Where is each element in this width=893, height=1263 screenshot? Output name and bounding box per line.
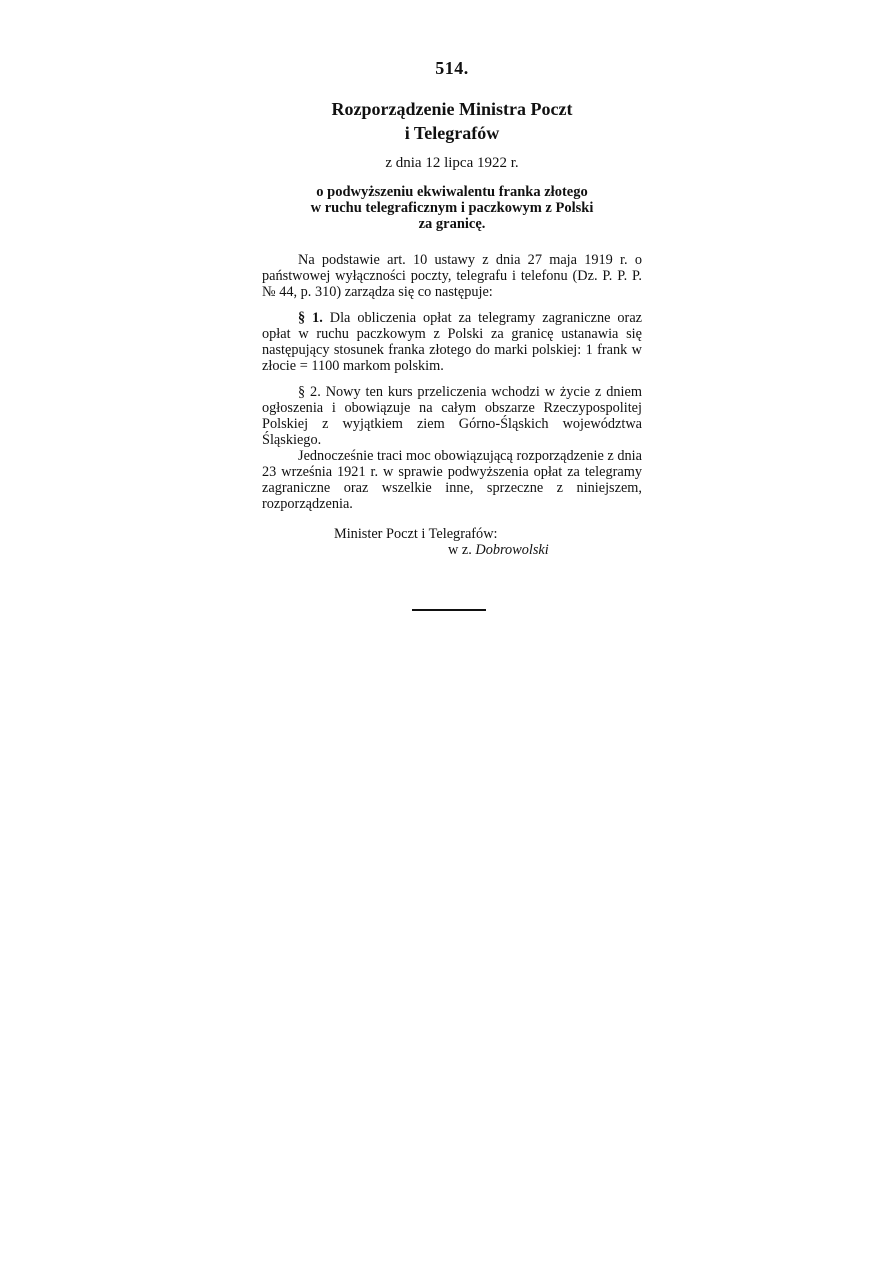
signature-signer <box>262 542 642 558</box>
section-2-paragraph-2: Jednocześnie traci moc obowiązującą rozporządzenie z dnia 23 września 1921 r. w sprawie podwyższenia opłat za telegramy zagraniczne oraz wszelkie inne, sprzeczne z niniejszem, rozporządzenia. <box>262 448 642 512</box>
section-2-label: § 2. <box>298 384 321 400</box>
closing-rule <box>412 609 486 611</box>
section-2-text: Nowy ten kurs przeliczenia wchodzi w życie z dniem ogłoszenia i obowiązuje na całym obszarze Rzeczypospolitej Polskiej z wyjątkiem ziem Górno-Śląskich województwa Śląskiego. <box>262 384 642 448</box>
subject-line1: o podwyższeniu ekwiwalentu franka złotego <box>316 184 588 200</box>
document-page <box>262 58 642 558</box>
signature-block <box>262 526 642 558</box>
document-number: 514. <box>435 58 469 78</box>
document-date: z dnia 12 lipca 1922 r. <box>385 155 519 171</box>
document-subject <box>262 184 642 232</box>
section-2-paragraph <box>262 384 642 448</box>
signature-name: Dobrowolski <box>475 542 549 558</box>
subject-line3: za granicę. <box>418 216 486 232</box>
document-title-line2: i Telegrafów <box>404 123 500 143</box>
signature-prefix: w z. <box>448 542 472 558</box>
section-1-label: § 1. <box>298 310 323 326</box>
document-title-line1: Rozporządzenie Ministra Poczt <box>331 99 573 119</box>
section-1-paragraph <box>262 310 642 374</box>
section-1-text: Dla obliczenia opłat za telegramy zagraniczne oraz opłat w ruchu paczkowym z Polski za granicę ustanawia się następujący stosunek franka złotego do marki polskiej: 1 frank w złocie = 1100 markom polskim. <box>262 310 643 374</box>
preamble-paragraph: Na podstawie art. 10 ustawy z dnia 27 maja 1919 r. o państwowej wyłączności poczty, telegrafu i telefonu (Dz. P. P. P. № 44, p. 310) zarządza się co następuje: <box>262 252 642 300</box>
signature-title: Minister Poczt i Telegrafów: <box>334 526 498 542</box>
subject-line2: w ruchu telegraficznym i paczkowym z Polski <box>310 200 594 216</box>
